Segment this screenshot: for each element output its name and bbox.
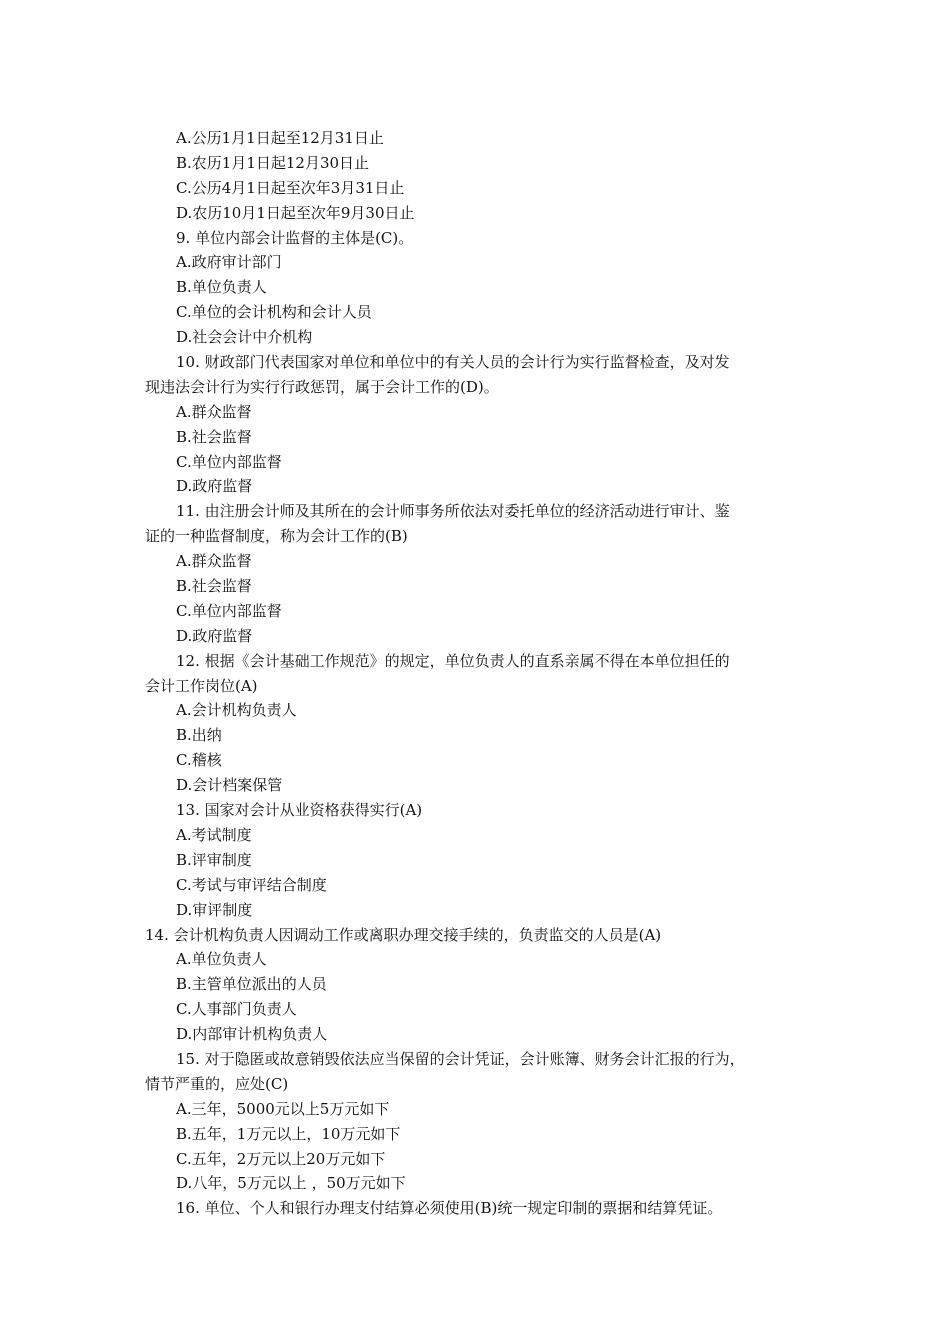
answer-option: D.审评制度 — [176, 900, 253, 919]
answer-option: C.公历4月1日起至次年3月31日止 — [176, 178, 405, 197]
answer-option: D.社会会计中介机构 — [176, 328, 313, 347]
document-body — [0, 126, 950, 1221]
answer-option: A.群众监督 — [176, 552, 252, 571]
question-text: 15. 对于隐匿或故意销毁依法应当保留的会计凭证，会计账簿、财务会计汇报的行为， — [176, 1049, 745, 1068]
answer-option: C.考试与审评结合制度 — [176, 875, 327, 894]
answer-option: D.内部审计机构负责人 — [176, 1025, 328, 1044]
answer-option: C.单位内部监督 — [176, 452, 282, 471]
answer-option: D.会计档案保管 — [176, 776, 283, 795]
answer-option: A.三年，5000元以上5万元如下 — [176, 1099, 390, 1118]
answer-option: B.单位负责人 — [176, 278, 267, 297]
answer-option: A.会计机构负责人 — [176, 701, 297, 720]
answer-option: B.出纳 — [176, 726, 222, 745]
question-continuation: 情节严重的，应处(C) — [145, 1074, 289, 1093]
answer-option: B.主管单位派出的人员 — [176, 975, 327, 994]
answer-option: B.社会监督 — [176, 577, 252, 596]
answer-option: D.政府监督 — [176, 626, 253, 645]
question-text: 14. 会计机构负责人因调动工作或离职办理交接手续的，负责监交的人员是(A) — [145, 925, 662, 944]
answer-option: D.农历10月1日起至次年9月30日止 — [176, 203, 415, 222]
answer-option: C.人事部门负责人 — [176, 1000, 297, 1019]
question-continuation: 会计工作岗位(A) — [145, 676, 258, 695]
question-continuation: 证的一种监督制度，称为会计工作的(B) — [145, 527, 408, 546]
answer-option: C.单位内部监督 — [176, 601, 282, 620]
answer-option: A.考试制度 — [176, 825, 252, 844]
answer-option: B.农历1月1日起12月30日止 — [176, 153, 370, 172]
question-text: 11. 由注册会计师及其所在的会计师事务所依法对委托单位的经济活动进行审计、鉴 — [176, 502, 730, 521]
answer-option: A.单位负责人 — [176, 950, 267, 969]
answer-option: D.政府监督 — [176, 477, 253, 496]
answer-option: C.稽核 — [176, 751, 222, 770]
question-text: 12. 根据《会计基础工作规范》的规定，单位负责人的直系亲属不得在本单位担任的 — [176, 651, 730, 670]
question-text: 9. 单位内部会计监督的主体是(C)。 — [176, 228, 414, 247]
question-text: 13. 国家对会计从业资格获得实行(A) — [176, 801, 423, 820]
answer-option: A.政府审计部门 — [176, 253, 282, 272]
answer-option: C.五年，2万元以上20万元如下 — [176, 1149, 386, 1168]
answer-option: C.单位的会计机构和会计人员 — [176, 303, 372, 322]
question-text: 10. 财政部门代表国家对单位和单位中的有关人员的会计行为实行监督检查，及对发 — [176, 353, 730, 372]
answer-option: D.八年，5万元以上 ，50万元如下 — [176, 1174, 406, 1193]
question-text: 16. 单位、个人和银行办理支付结算必须使用(B)统一规定印制的票据和结算凭证。 — [176, 1199, 723, 1218]
answer-option: A.群众监督 — [176, 402, 252, 421]
answer-option: B.评审制度 — [176, 850, 252, 869]
question-continuation: 现违法会计行为实行行政惩罚，属于会计工作的(D)。 — [145, 377, 499, 396]
answer-option: A.公历1月1日起至12月31日止 — [176, 129, 384, 147]
answer-option: B.社会监督 — [176, 427, 252, 446]
answer-option: B.五年，1万元以上，10万元如下 — [176, 1124, 401, 1143]
